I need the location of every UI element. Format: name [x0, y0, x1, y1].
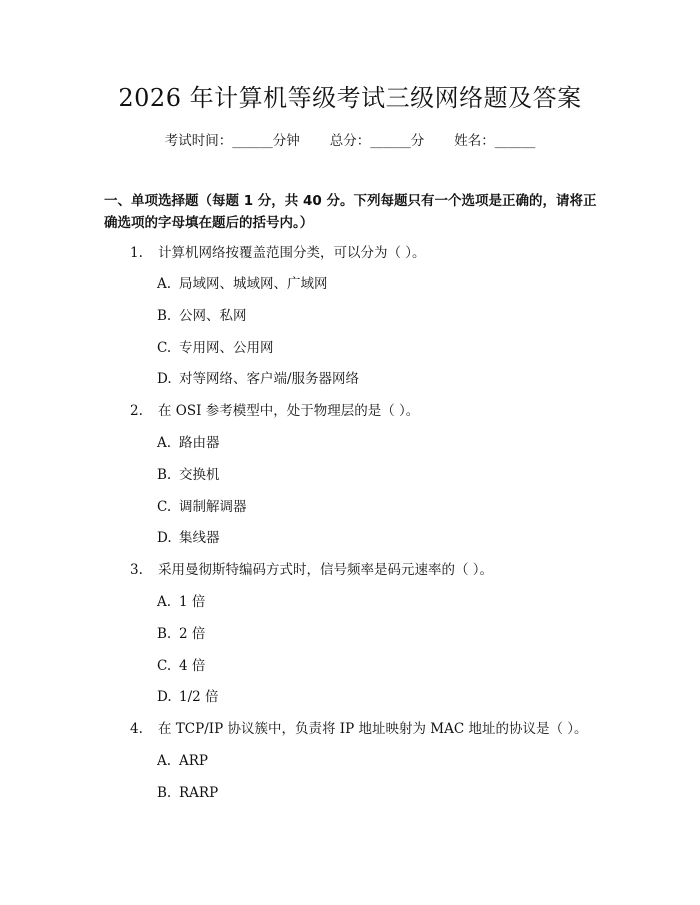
option [157, 433, 597, 453]
exam-time: 考试时间：______分钟 [164, 133, 300, 149]
option-text: 公网、私网 [179, 308, 247, 324]
option [157, 687, 597, 707]
option-text: 对等网络、客户端/服务器网络 [179, 371, 360, 387]
question-number: 4. [130, 721, 143, 737]
option-letter: C. [157, 340, 172, 356]
question-3 [130, 560, 600, 580]
option [157, 274, 597, 294]
option-text: 调制解调器 [179, 499, 247, 515]
question-text: 在 TCP/IP 协议簇中，负责将 IP 地址映射为 MAC 地址的协议是（ ）。 [158, 721, 588, 737]
option-letter: A. [157, 594, 172, 610]
option-letter: A. [157, 753, 172, 769]
section-heading: 一、单项选择题（每题 1 分，共 40 分。下列每题只有一个选项是正确的，请将正确选项的字母填在题后的括号内。） [104, 193, 597, 231]
option-text: 局域网、城域网、广域网 [179, 276, 328, 292]
option [157, 624, 597, 644]
question-1 [130, 243, 600, 263]
option-letter: C. [157, 499, 172, 515]
option-text: 1/2 倍 [179, 689, 219, 705]
option [157, 497, 597, 517]
option-letter: B. [157, 626, 172, 642]
option-text: 4 倍 [179, 658, 206, 674]
option-letter: B. [157, 467, 172, 483]
option-letter: C. [157, 658, 172, 674]
option-text: 交换机 [179, 467, 220, 483]
option-letter: D. [157, 530, 172, 546]
question-text: 采用曼彻斯特编码方式时，信号频率是码元速率的（ ）。 [158, 562, 494, 578]
option-text: ARP [179, 753, 208, 769]
option-text: 1 倍 [179, 594, 206, 610]
option [157, 783, 597, 803]
exam-score: 总分：______分 [329, 133, 425, 149]
option [157, 528, 597, 548]
option [157, 338, 597, 358]
exam-meta [0, 131, 700, 151]
option [157, 369, 597, 389]
option-letter: B. [157, 308, 172, 324]
option [157, 592, 597, 612]
option-text: 2 倍 [179, 626, 206, 642]
question-number: 3. [130, 562, 143, 578]
option-letter: A. [157, 276, 172, 292]
option-letter: D. [157, 371, 172, 387]
option-text: RARP [179, 785, 219, 801]
question-text: 在 OSI 参考模型中，处于物理层的是（ ）。 [158, 403, 420, 419]
option [157, 306, 597, 326]
question-text: 计算机网络按覆盖范围分类，可以分为（ ）。 [158, 245, 426, 261]
question-4 [130, 719, 600, 739]
option-letter: D. [157, 689, 172, 705]
option-text: 路由器 [179, 435, 220, 451]
question-2 [130, 401, 600, 421]
option-text: 专用网、公用网 [179, 340, 274, 356]
question-number: 2. [130, 403, 143, 419]
page-title: 2026 年计算机等级考试三级网络题及答案 [118, 84, 582, 112]
option-text: 集线器 [179, 530, 220, 546]
option-letter: A. [157, 435, 172, 451]
question-number: 1. [130, 245, 143, 261]
option [157, 656, 597, 676]
option [157, 465, 597, 485]
option [157, 751, 597, 771]
exam-name: 姓名：______ [454, 133, 536, 149]
option-letter: B. [157, 785, 172, 801]
